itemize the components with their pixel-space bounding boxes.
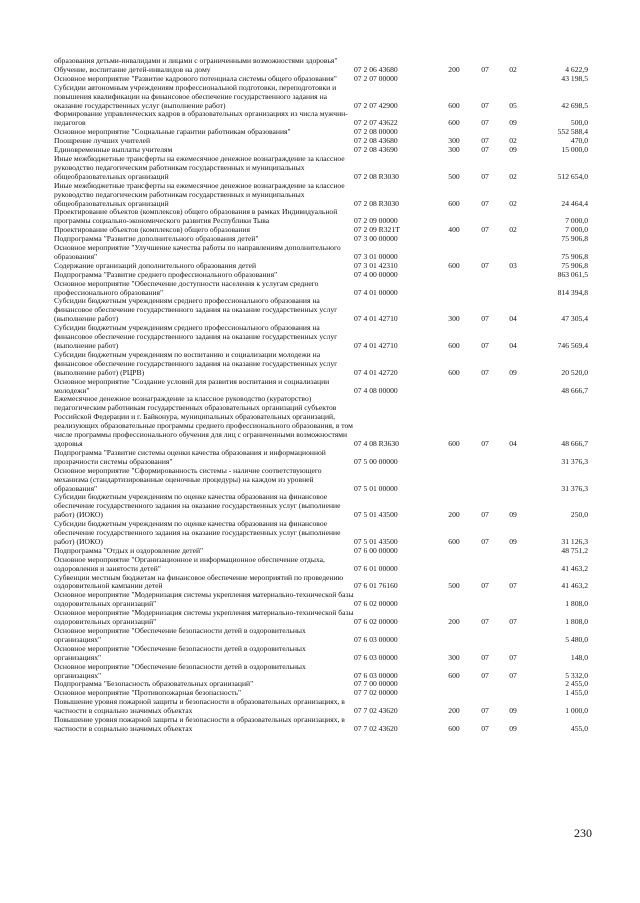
subsection-code — [498, 556, 528, 574]
section-code — [472, 627, 498, 645]
amount: 7 000,0 — [565, 225, 588, 235]
section-code: 07 — [481, 136, 489, 146]
subsection-code: 04 — [509, 438, 517, 448]
amount: 7 000,0 — [565, 216, 588, 226]
table-row — [54, 244, 588, 262]
subsection-code: 02 — [509, 198, 517, 208]
target-article-code: 07 2 08 43690 — [354, 145, 398, 155]
expense-type-code: 200 — [448, 706, 460, 716]
item-name: Повышение уровня пожарной защиты и безопасности в образовательных организациях, в частности в социально значимых объектах — [54, 697, 345, 716]
expense-type-code: 400 — [448, 225, 460, 235]
target-article-code: 07 5 01 43500 — [354, 510, 398, 520]
target-article-code: 07 3 00 00000 — [354, 234, 398, 244]
expense-type-code: 600 — [448, 260, 460, 270]
table-row — [54, 280, 588, 298]
subsection-code: 07 — [509, 670, 517, 680]
subsection-code: 02 — [509, 171, 517, 181]
subsection-code — [498, 378, 528, 396]
subsection-code: 07 — [509, 652, 517, 662]
subsection-code: 04 — [509, 314, 517, 324]
table-row — [54, 395, 588, 448]
table-row — [54, 110, 588, 128]
amount: 20 520,0 — [561, 367, 588, 377]
section-code — [472, 556, 498, 574]
amount: 31 376,3 — [561, 483, 588, 493]
section-code: 07 — [481, 438, 489, 448]
expense-type-code: 600 — [448, 438, 460, 448]
amount: 1 455,0 — [565, 688, 588, 698]
amount: 41 463,2 — [561, 563, 588, 573]
target-article-code: 07 4 01 42710 — [354, 314, 398, 324]
expense-type-code — [436, 627, 472, 645]
table-row — [54, 208, 588, 226]
amount: 455,0 — [570, 723, 588, 733]
section-code: 07 — [481, 510, 489, 520]
table-row — [54, 663, 588, 681]
item-name: Иные межбюджетные трансферты на ежемесячное денежное вознаграждение за классное руководство педагогическим работникам государственных и муниципальных общеобразовательных организаций — [54, 180, 345, 208]
target-article-code: 07 7 02 43620 — [354, 706, 398, 716]
target-article-code: 07 4 01 00000 — [354, 287, 398, 297]
section-code — [472, 689, 498, 698]
section-code: 07 — [481, 64, 489, 74]
target-article-code: 07 3 01 42310 — [354, 260, 398, 270]
amount: 2 455,0 — [565, 679, 588, 689]
target-article-code: 07 2 08 00000 — [354, 127, 398, 137]
section-code — [472, 467, 498, 494]
item-name: Основное мероприятие "Модернизация системы укрепления материально-технической базы оздоровительных организаций" — [54, 608, 354, 627]
subsection-code — [498, 627, 528, 645]
subsection-code: 02 — [509, 64, 517, 74]
subsection-code: 02 — [509, 225, 517, 235]
table-row — [54, 591, 588, 609]
amount: 15 000,0 — [561, 145, 588, 155]
subsection-code — [498, 75, 528, 84]
subsection-code: 09 — [509, 536, 517, 546]
amount: 814 394,8 — [557, 287, 588, 297]
section-code: 07 — [481, 536, 489, 546]
table-row — [54, 609, 588, 627]
subsection-code: 05 — [509, 100, 517, 110]
amount: 470,0 — [570, 136, 588, 146]
item-name: Содержание организаций дополнительного образования детей — [54, 260, 257, 270]
section-code: 07 — [481, 652, 489, 662]
table-row — [54, 351, 588, 378]
table-row — [54, 556, 588, 574]
target-article-code: 07 6 00 00000 — [354, 545, 398, 555]
expense-type-code — [436, 591, 472, 609]
section-code — [472, 208, 498, 226]
section-code: 07 — [481, 670, 489, 680]
target-article-code: 07 4 08 00000 — [354, 385, 398, 395]
item-name: Поощрение лучших учителей — [54, 136, 151, 146]
expense-type-code — [436, 208, 472, 226]
section-code: 07 — [481, 100, 489, 110]
amount: 148,0 — [570, 652, 588, 662]
expense-type-code — [436, 680, 472, 689]
section-code: 07 — [481, 171, 489, 181]
amount: 47 305,4 — [561, 314, 588, 324]
budget-table-body — [54, 57, 588, 734]
target-article-code: 07 2 06 43680 — [354, 64, 398, 74]
amount: 43 198,5 — [561, 73, 588, 83]
item-name: Основное мероприятие "Социальные гарантии работникам образования" — [54, 127, 291, 137]
amount: 41 463,2 — [561, 581, 588, 591]
target-article-code: 07 2 08 43680 — [354, 136, 398, 146]
item-name: Основное мероприятие "Обеспечение безопасности детей в оздоровительных организациях" — [54, 626, 306, 644]
item-name: Основное мероприятие "Сформированность системы - наличие соответствующего механизма (стандартизированные оценочные процедуры) на каждом из уровней образования" — [54, 465, 322, 493]
item-name: Субсидии автономным учреждениям профессиональной подготовки, переподготовки и повышения квалификации на финансовое обеспечение государственного задания на оказание государственных услуг (выполнение работ) — [54, 82, 337, 110]
subsection-code — [498, 680, 528, 689]
section-code — [472, 680, 498, 689]
expense-type-code — [436, 280, 472, 298]
subsection-code — [498, 271, 528, 280]
expense-type-code: 300 — [448, 652, 460, 662]
item-name: Формирование управленческих кадров в образовательных организациях из числа мужчин-педагогов — [54, 109, 348, 128]
subsection-code — [498, 689, 528, 698]
amount: 1 000,0 — [565, 706, 588, 716]
amount: 48 666,7 — [561, 385, 588, 395]
subsection-code: 09 — [509, 706, 517, 716]
amount: 863 061,5 — [557, 269, 588, 279]
target-article-code: 07 2 08 R3030 — [354, 171, 399, 181]
subsection-code — [498, 591, 528, 609]
item-name: Субсидии бюджетным учреждениям по оценке качества образования на финансовое обеспечение государственного задания на оказание государственных услуг (выполнение работ) (ИОКО) — [54, 492, 341, 520]
amount: 31 376,3 — [561, 456, 588, 466]
section-code: 07 — [481, 314, 489, 324]
amount: 75 906,8 — [561, 260, 588, 270]
item-name: Подпрограмма "Развитие среднего профессионального образования" — [54, 269, 278, 279]
table-row — [54, 449, 588, 467]
subsection-code: 09 — [509, 367, 517, 377]
item-name: Иные межбюджетные трансферты на ежемесячное денежное вознаграждение за классное руководство педагогическим работникам государственных и муниципальных общеобразовательных организаций — [54, 153, 345, 181]
target-article-code: 07 4 01 42710 — [354, 341, 398, 350]
item-name: Основное мероприятие "Обеспечение безопасности детей в оздоровительных организациях" — [54, 661, 306, 680]
item-name: Повышение уровня пожарной защиты и безопасности в образовательных организациях, в частности в социально значимых объектах — [54, 715, 345, 733]
target-article-code: 07 6 01 76160 — [354, 581, 398, 591]
item-name: Подпрограмма "Развитие системы оценки качества образования и информационной прозрачности системы образования" — [54, 447, 326, 466]
expense-type-code — [436, 244, 472, 262]
section-code — [472, 75, 498, 84]
section-code: 07 — [481, 145, 489, 155]
subsection-code: 09 — [509, 723, 517, 733]
target-article-code: 07 4 00 00000 — [354, 269, 398, 279]
target-article-code: 07 3 01 00000 — [354, 251, 398, 261]
table-row — [54, 520, 588, 547]
subsection-code: 03 — [509, 260, 517, 270]
table-row — [54, 155, 588, 182]
item-name: Ежемесячное денежное вознаграждение за классное руководство (кураторство) педагогическим работникам государственных образовательных организаций субъектов Российской Федерации и г. Байконура, муниципальных образовательных организаций, реализующих образовательные программы среднего профессионального образования, в том числе программы профессионального обучения для лиц с ограниченными возможностями здоровья — [54, 394, 353, 448]
item-name: Основное мероприятие "Противопожарная безопасность" — [54, 688, 242, 698]
expense-type-code — [436, 378, 472, 396]
section-code: 07 — [481, 581, 489, 591]
expense-type-code: 200 — [448, 64, 460, 74]
table-row — [54, 297, 588, 324]
table-row — [54, 645, 588, 663]
expense-type-code: 500 — [448, 581, 460, 591]
section-code: 07 — [481, 198, 489, 208]
amount: 75 906,8 — [561, 251, 588, 261]
section-code — [472, 378, 498, 396]
target-article-code: 07 2 07 43622 — [354, 118, 398, 128]
section-code: 07 — [481, 706, 489, 716]
subsection-code: 09 — [509, 510, 517, 520]
expense-type-code: 200 — [448, 617, 460, 627]
amount: 5 480,0 — [565, 634, 588, 644]
expense-type-code — [436, 235, 472, 244]
expense-type-code: 600 — [448, 536, 460, 546]
section-code: 07 — [481, 367, 489, 377]
amount: 75 906,8 — [561, 234, 588, 244]
amount: 24 464,4 — [561, 198, 588, 208]
item-name: Основное мероприятие "Развитие кадрового потенциала системы общего образования" — [54, 73, 337, 83]
expense-type-code — [436, 75, 472, 84]
subsection-code — [498, 208, 528, 226]
expense-type-code — [436, 547, 472, 556]
item-name: Субсидии бюджетным учреждениям среднего профессионального образования на финансовое обеспечение государственного задания на оказание государственных услуг (выполнение работ) — [54, 323, 338, 350]
expense-type-code: 600 — [448, 341, 460, 350]
target-article-code: 07 2 07 42900 — [354, 100, 398, 110]
table-row — [54, 574, 588, 592]
target-article-code: 07 6 01 00000 — [354, 563, 398, 573]
item-name: Основное мероприятие "Модернизация системы укрепления материально-технической базы оздоровительных организаций" — [54, 590, 354, 609]
subsection-code: 04 — [509, 341, 517, 350]
expense-type-code: 600 — [448, 670, 460, 680]
target-article-code: 07 6 03 00000 — [354, 670, 398, 680]
item-name: Основное мероприятие "Улучшение качества работы по направлениям дополнительного образования" — [54, 243, 341, 261]
amount: 250,0 — [570, 510, 588, 520]
target-article-code: 07 2 09 00000 — [354, 216, 398, 226]
item-name: Проектирование объектов (комплексов) общего образования в рамках Индивидуальной программы социально-экономического развития Республики Тыва — [54, 207, 338, 226]
section-code: 07 — [481, 260, 489, 270]
section-code: 07 — [481, 118, 489, 128]
section-code — [472, 244, 498, 262]
subsection-code — [498, 244, 528, 262]
amount: 5 332,0 — [565, 670, 588, 680]
target-article-code: 07 2 07 00000 — [354, 73, 398, 83]
item-name: Единовременные выплаты учителям — [54, 145, 173, 155]
amount: 48 666,7 — [561, 438, 588, 448]
subsection-code — [498, 547, 528, 556]
target-article-code: 07 7 02 00000 — [354, 688, 398, 698]
amount: 500,0 — [570, 118, 588, 128]
item-name: Проектирование объектов (комплексов) общего образования — [54, 225, 250, 235]
section-code — [472, 591, 498, 609]
target-article-code: 07 5 01 00000 — [354, 483, 398, 493]
page-number: 230 — [574, 826, 592, 840]
amount: 4 622,9 — [565, 64, 588, 74]
section-code: 07 — [481, 723, 489, 733]
subsection-code — [498, 467, 528, 494]
table-row — [54, 493, 588, 520]
section-code — [472, 449, 498, 467]
target-article-code: 07 7 00 00000 — [354, 679, 398, 689]
amount: 1 808,0 — [565, 617, 588, 627]
item-name: Основное мероприятие "Создание условий для развития воспитания и социализации молодежи" — [54, 376, 330, 395]
expense-type-code — [436, 467, 472, 494]
subsection-code: 09 — [509, 118, 517, 128]
section-code — [472, 271, 498, 280]
expense-type-code — [436, 449, 472, 467]
item-name: образования детьми-инвалидами и лицами с ограниченными возможностями здоровья" — [54, 56, 338, 65]
section-code: 07 — [481, 617, 489, 627]
item-name: Субсидии бюджетным учреждениям по воспитанию и социализации молодежи на финансовое обеспечение государственного задания на оказание государственных услуг (выполнение работ) (РЦРВ) — [54, 349, 338, 377]
expense-type-code: 300 — [448, 314, 460, 324]
expense-type-code: 600 — [448, 367, 460, 377]
item-name: Основное мероприятие "Обеспечение доступности населения к услугам среднего профессионального образования" — [54, 278, 319, 297]
item-name: Субсидии бюджетным учреждениям по оценке качества образования на финансовое обеспечение государственного задания на оказание государственных услуг (выполнение работ) (ИОКО) — [54, 519, 341, 546]
expense-type-code: 300 — [448, 136, 460, 146]
item-name: Субсидии бюджетным учреждениям среднего профессионального образования на финансовое обеспечение государственного задания на оказание государственных услуг (выполнение работ) — [54, 296, 338, 324]
table-row — [54, 716, 588, 734]
target-article-code: 07 4 08 R3630 — [354, 438, 399, 448]
subsection-code: 02 — [509, 136, 517, 146]
expense-type-code: 200 — [448, 510, 460, 520]
amount: 512 654,0 — [557, 171, 588, 181]
target-article-code: 07 7 02 43620 — [354, 723, 398, 733]
subsection-code — [498, 449, 528, 467]
table-row — [54, 698, 588, 716]
table-row — [54, 467, 588, 494]
section-code — [472, 280, 498, 298]
subsection-code: 09 — [509, 145, 517, 155]
target-article-code: 07 5 01 43500 — [354, 536, 398, 546]
item-name: Основное мероприятие "Обеспечение безопасности детей в оздоровительных организациях" — [54, 643, 306, 662]
subsection-code: 07 — [509, 617, 517, 627]
expense-type-code — [436, 556, 472, 574]
expense-type-code: 300 — [448, 145, 460, 155]
amount: 42 698,5 — [561, 100, 588, 110]
section-code — [472, 235, 498, 244]
item-name: Субвенции местным бюджетам на финансовое обеспечение мероприятий по проведению оздоровительной кампании детей — [54, 572, 344, 591]
section-code: 07 — [481, 341, 489, 350]
amount: 746 569,4 — [557, 341, 588, 350]
expense-type-code: 600 — [448, 723, 460, 733]
expense-type-code — [436, 271, 472, 280]
table-row — [54, 627, 588, 645]
expense-type-code — [436, 689, 472, 698]
section-code: 07 — [481, 225, 489, 235]
target-article-code: 07 6 03 00000 — [354, 652, 398, 662]
target-article-code: 07 6 03 00000 — [354, 634, 398, 644]
amount: 48 751,2 — [561, 545, 588, 555]
subsection-code — [498, 280, 528, 298]
budget-table — [54, 57, 588, 734]
target-article-code: 07 4 01 42720 — [354, 367, 398, 377]
target-article-code: 07 2 09 R321T — [354, 225, 400, 235]
item-name: Подпрограмма "Отдых и оздоровление детей" — [54, 545, 204, 555]
amount: 31 126,3 — [561, 536, 588, 546]
section-code — [472, 547, 498, 556]
target-article-code: 07 5 00 00000 — [354, 456, 398, 466]
expense-type-code: 500 — [448, 171, 460, 181]
item-name: Обучение, воспитание детей-инвалидов на дому — [54, 64, 211, 74]
expense-type-code: 600 — [448, 118, 460, 128]
amount: 1 808,0 — [565, 599, 588, 609]
target-article-code: 07 2 08 R3030 — [354, 198, 399, 208]
expense-type-code: 600 — [448, 198, 460, 208]
table-row — [54, 182, 588, 209]
item-name: Подпрограмма "Развитие дополнительного образования детей" — [54, 234, 259, 244]
subsection-code — [498, 235, 528, 244]
table-row — [54, 84, 588, 111]
table-row — [54, 378, 588, 396]
expense-type-code: 600 — [448, 100, 460, 110]
target-article-code: 07 6 02 00000 — [354, 617, 398, 627]
subsection-code: 07 — [509, 581, 517, 591]
amount: 552 588,4 — [557, 127, 588, 137]
item-name: Подпрограмма "Безопасность образовательных организаций" — [54, 679, 254, 689]
target-article-code: 07 6 02 00000 — [354, 599, 398, 609]
table-row — [54, 324, 588, 351]
item-name: Основное мероприятие "Организационное и информационное обеспечение отдыха, оздоровления и занятости детей" — [54, 554, 325, 573]
